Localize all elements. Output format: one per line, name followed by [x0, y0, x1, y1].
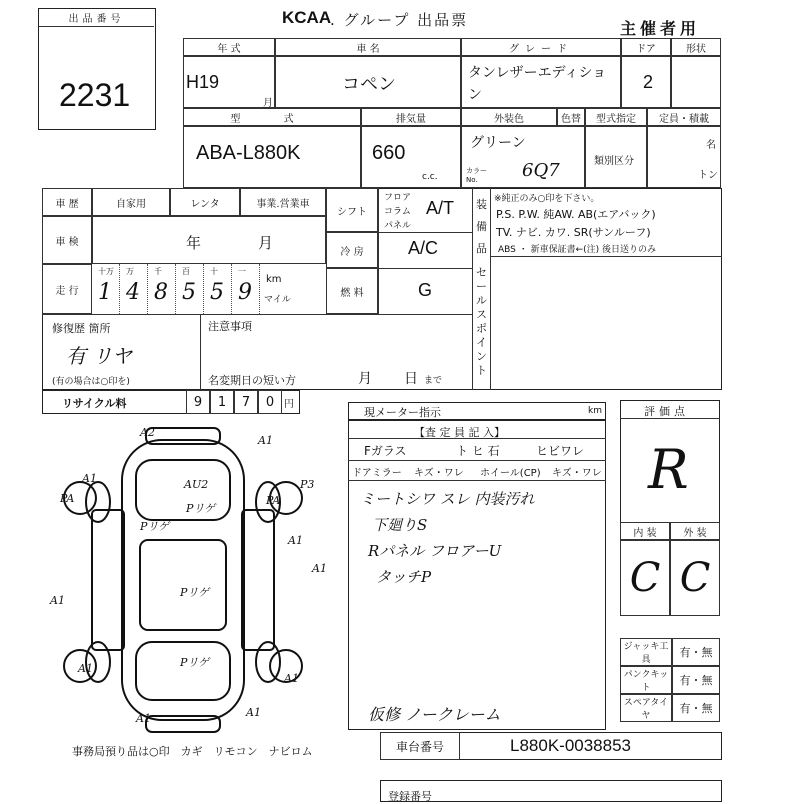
model-value: ABA-L880K: [196, 142, 301, 164]
history-divider-right: [472, 188, 473, 390]
mileage-digits: [92, 264, 326, 314]
wheel-damage: キズ・ワレ: [552, 468, 602, 479]
door-label: ドア: [621, 38, 671, 56]
equipment-line1: P.S. P.W. 純AW. AB(エアバック): [496, 208, 656, 221]
month-suffix: 月: [263, 98, 273, 109]
recycle-digit: 1: [210, 390, 234, 414]
inspection-year: 年: [186, 234, 202, 252]
mark-p-rige-trunk: Pリゲ: [180, 656, 210, 669]
lot-label: 出品番号: [39, 9, 154, 27]
shift-opt-floor: フロア: [384, 193, 412, 203]
color-value: グリーン: [470, 135, 526, 151]
mileage-digit-value: 5: [210, 280, 224, 305]
mileage-digit-cell: [176, 264, 204, 314]
lot-box: [38, 8, 156, 130]
history-rental: レンタ: [170, 188, 240, 216]
repair-note: (有の場合は○印を): [52, 377, 130, 387]
mileage-digit-cell: [232, 264, 260, 314]
year-label: 年 式: [183, 38, 275, 56]
inspector-row2-bottom: [348, 480, 606, 481]
mileage-digit-label: 一: [238, 267, 246, 276]
grade-label: グレード: [461, 38, 621, 56]
accessory-value: 有・無: [672, 638, 720, 666]
model-label: 型 式: [183, 108, 361, 126]
mark-a1-left-lower: A1: [78, 662, 93, 675]
mileage-digit-cell: [204, 264, 232, 314]
repair-value: 有 リヤ: [66, 344, 132, 368]
car-diagram: [40, 420, 330, 750]
mirror-label: ドアミラー: [352, 468, 402, 479]
mark-a1-left-side: A1: [50, 594, 65, 607]
cc-unit: c.c.: [422, 172, 438, 182]
recycle-label: リサイクル料: [62, 397, 127, 410]
mileage-digit-label: 千: [154, 267, 162, 276]
history-label: 車 歴: [42, 188, 92, 216]
inspector-note-1: ミートシワ スレ 内装汚れ: [360, 490, 535, 508]
recycle-digit: 7: [234, 390, 258, 414]
color-label: 外装色: [461, 108, 557, 126]
recycle-digits: [186, 390, 300, 414]
mileage-digit-value: 4: [126, 280, 140, 305]
wheel-label: ホイール(CP): [480, 468, 541, 479]
chassis-label: 車台番号: [380, 732, 460, 760]
inspector-note-3: Rパネル フロアーU: [368, 542, 502, 560]
mileage-label: 走 行: [42, 264, 92, 314]
mark-p-rige-roof: Pリゲ: [180, 586, 210, 599]
mileage-digit-label: 十万: [98, 267, 114, 276]
score-label: 評価点: [644, 405, 689, 418]
repair-top: [42, 314, 472, 315]
mark-pa-left: PA: [60, 492, 75, 505]
inspector-note-4: タッチP: [376, 568, 432, 586]
equipment-line3: ABS ・ 新車保証書←(注) 後日送りのみ: [498, 245, 657, 255]
history-business: 事業.営業車: [240, 188, 326, 216]
accessory-label: スペアタイヤ: [620, 694, 672, 722]
office-note: 事務局預り品は○印 カギ リモコン ナビロム: [72, 745, 313, 758]
inspector-row2-top: [348, 460, 606, 461]
meter-unit: km: [588, 406, 602, 416]
equipment-line2: TV. ナビ. カワ. SR(サンルーフ): [496, 226, 651, 239]
mileage-digit-value: 8: [154, 280, 168, 305]
shift-value: A/T: [426, 198, 455, 218]
ac-value: A/C: [408, 238, 439, 258]
notes-day: 日: [404, 371, 418, 387]
mileage-km: km: [266, 274, 282, 285]
mirror-damage: キズ・ワレ: [414, 468, 464, 479]
mark-a1-top-right: A1: [258, 434, 273, 447]
equipment-label: 装備品: [476, 198, 487, 255]
mark-pa-right: PA: [266, 494, 281, 507]
equipment-bottom: [490, 256, 722, 257]
mark-au2: AU2: [184, 478, 209, 491]
door-value: 2: [643, 72, 654, 92]
color-no-label: カラーNo.: [466, 167, 487, 184]
mark-p3-right: P3: [300, 478, 315, 491]
meter-label: 現メーター指示: [364, 406, 441, 419]
class-label: 類別区分: [594, 156, 634, 167]
recycle-digit: 0: [258, 390, 282, 414]
mileage-mile: マイル: [264, 295, 291, 305]
mileage-digit-value: 5: [182, 280, 196, 305]
chassis-value: L880K-0038853: [510, 736, 632, 755]
equipment-left: [490, 188, 491, 390]
repair-divider: [200, 314, 201, 390]
inspection-cell: [92, 216, 326, 264]
color-no-value: 6Q7: [522, 160, 560, 181]
fglass-label: Fガラス: [364, 444, 407, 458]
mark-a2-top: A2: [140, 426, 155, 439]
exterior-label: 外 装: [670, 522, 720, 540]
type-spec-label: 型式指定: [585, 108, 647, 126]
notes-short-label: 名変期日の短い方: [208, 374, 296, 387]
shift-opt-panel: パネル: [384, 221, 412, 231]
grade-value: タンレザーエディション: [468, 65, 607, 103]
history-divider-h2: [326, 268, 472, 269]
notes-month: 月: [358, 371, 372, 387]
repair-label: 修復歴 箇所: [52, 322, 111, 335]
mileage-digit-cell: [148, 264, 176, 314]
inspector-footer: 仮修 ノークレーム: [368, 705, 501, 724]
exterior-score: C: [670, 540, 720, 616]
shape-cell: [671, 56, 721, 108]
brand: KCAA: [282, 8, 332, 27]
mark-a1-right-lower: A1: [284, 672, 299, 685]
mark-a1-left-upper: A1: [82, 472, 97, 485]
mileage-digit-label: 十: [210, 267, 218, 276]
mileage-digit-label: 万: [126, 267, 134, 276]
displacement-label: 排気量: [361, 108, 461, 126]
form-title: . グループ 出品票: [330, 11, 469, 29]
notes-label: 注意事項: [208, 320, 252, 333]
recycle-digit: 9: [186, 390, 210, 414]
year-value: H19: [186, 72, 220, 92]
mark-p-rige-left: Pリゲ: [140, 520, 170, 533]
interior-score: C: [620, 540, 670, 616]
ac-label: 冷 房: [326, 232, 378, 268]
history-private: 自家用: [92, 188, 170, 216]
fglass-crack: ヒビワレ: [536, 444, 585, 458]
sales-point-label: セールスポイント: [476, 266, 487, 377]
recycle-yen: 円: [284, 399, 294, 410]
mileage-digit-cell: [120, 264, 148, 314]
interior-label: 内 装: [620, 522, 670, 540]
notes-until: まで: [424, 376, 443, 386]
inspector-note-2: 下廻りS: [372, 516, 428, 534]
mark-a1-right-side: A1: [312, 562, 327, 575]
inspection-month: 月: [258, 234, 274, 252]
accessory-label: ジャッキ工具: [620, 638, 672, 666]
mileage-digit-value: 9: [238, 280, 252, 305]
name-label: 車 名: [275, 38, 461, 56]
accessory-value: 有・無: [672, 694, 720, 722]
displacement-value: 660: [372, 142, 406, 164]
mark-a1-bottom-right: A1: [246, 706, 261, 719]
tons-unit: トン: [698, 170, 718, 181]
mileage-digit-cell: [92, 264, 120, 314]
history-divider: [378, 188, 379, 314]
score-label-line: [620, 418, 720, 419]
accessories-table: [620, 638, 720, 728]
organizer-label: 主催者用: [620, 19, 701, 38]
score-value: R: [648, 438, 689, 501]
inspector-row1-top: [348, 438, 606, 439]
inspection-label: 車 検: [42, 216, 92, 264]
fglass-stone: ト ヒ 石: [456, 444, 500, 458]
persons-unit: 名: [706, 140, 716, 151]
accessory-value: 有・無: [672, 666, 720, 694]
name-value: コペン: [342, 74, 396, 95]
accessory-label: パンクキット: [620, 666, 672, 694]
mileage-digit-value: 1: [98, 280, 112, 305]
equipment-note: ※純正のみ○印を下さい。: [494, 194, 600, 204]
lot-number: 2231: [59, 77, 131, 113]
fuel-value: G: [418, 280, 433, 300]
inspector-title: 【査 定 員 記 入】: [414, 426, 505, 439]
registration-label: 登録番号: [388, 790, 432, 803]
mileage-digit-label: 百: [182, 267, 190, 276]
history-divider-h1: [326, 232, 472, 233]
capacity-label: 定員・積載: [647, 108, 721, 126]
mark-a1-bottom-left: A1: [136, 712, 151, 725]
fuel-label: 燃 料: [326, 268, 378, 314]
color-change-label: 色替: [557, 108, 585, 126]
mark-p-rige-hood: Pリゲ: [186, 502, 216, 515]
mark-a1-right-door: A1: [288, 534, 303, 547]
shape-label: 形状: [671, 38, 721, 56]
shift-opt-column: コラム: [384, 207, 411, 217]
shift-label: シフト: [326, 188, 378, 232]
